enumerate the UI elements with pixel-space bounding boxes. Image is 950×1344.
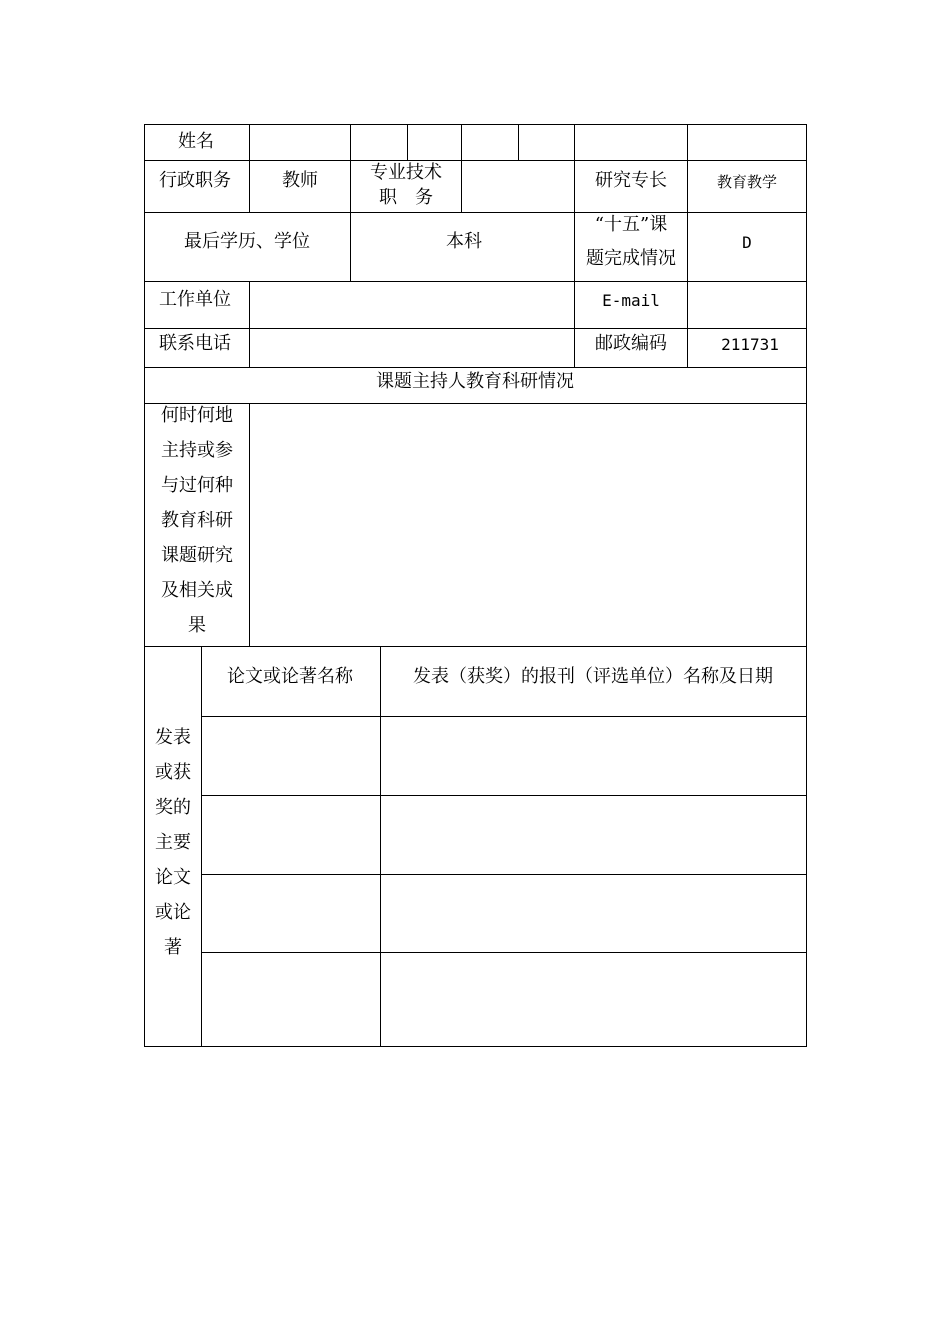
papers-title-header: 论文或论著名称: [227, 666, 353, 687]
papers-label-line: 或论: [155, 902, 191, 923]
work-unit-label: 工作单位: [159, 289, 231, 310]
education-value: 本科: [446, 231, 482, 252]
project-status-label-line2: 题完成情况: [586, 248, 676, 269]
papers-label-line: 发表: [155, 727, 191, 748]
papers-label-line: 主要: [155, 832, 191, 853]
research-history-label: [144, 398, 250, 643]
paper-row-3-publication-cell[interactable]: [380, 874, 807, 953]
research-history-value-cell[interactable]: [249, 403, 807, 647]
research-label-line: 及相关成: [161, 580, 233, 601]
research-label-line: 与过何种: [161, 475, 233, 496]
research-label-line: 主持或参: [161, 440, 233, 461]
paper-row-3-title-cell[interactable]: [201, 874, 381, 953]
research-label-line: 果: [188, 615, 206, 636]
prof-title-label-line2: 职 务: [379, 187, 433, 208]
prof-title-label-line1: 专业技术: [370, 162, 442, 183]
papers-label-line: 或获: [155, 762, 191, 783]
paper-row-2-publication-cell[interactable]: [380, 795, 807, 875]
papers-label-line: 著: [164, 937, 182, 958]
row1-cell-3[interactable]: [350, 124, 408, 161]
research-specialty-value: 教育教学: [716, 173, 778, 191]
paper-row-4-title-cell[interactable]: [201, 952, 381, 1047]
education-label: 最后学历、学位: [184, 231, 310, 252]
phone-label: 联系电话: [159, 333, 231, 354]
paper-row-4-publication-cell[interactable]: [380, 952, 807, 1047]
email-value-cell[interactable]: [687, 281, 807, 329]
work-unit-value-cell[interactable]: [249, 281, 575, 329]
paper-row-1-publication-cell[interactable]: [380, 716, 807, 796]
row1-cell-5[interactable]: [461, 124, 519, 161]
phone-value-cell[interactable]: [249, 328, 575, 368]
name-label: 姓名: [178, 131, 214, 152]
admin-post-label: 行政职务: [159, 170, 231, 191]
papers-label-line: 论文: [155, 867, 191, 888]
postcode-label: 邮政编码: [595, 333, 667, 354]
research-section-title: 课题主持人教育科研情况: [376, 371, 574, 392]
row1-cell-7[interactable]: [574, 124, 688, 161]
email-label: E-mail: [602, 291, 660, 310]
research-specialty-label: 研究专长: [595, 170, 667, 191]
row1-cell-4[interactable]: [407, 124, 462, 161]
project-status-value: D: [742, 233, 752, 252]
papers-label-line: 奖的: [155, 797, 191, 818]
project-status-label-line1: “十五”课: [594, 214, 668, 235]
name-value-cell[interactable]: [249, 124, 351, 161]
research-label-line: 何时何地: [161, 405, 233, 426]
postcode-value: 211731: [721, 335, 779, 354]
row1-cell-6[interactable]: [518, 124, 575, 161]
papers-side-label: [144, 720, 202, 965]
paper-row-1-title-cell[interactable]: [201, 716, 381, 796]
paper-row-2-title-cell[interactable]: [201, 795, 381, 875]
papers-publication-header: 发表（获奖）的报刊（评选单位）名称及日期: [413, 666, 773, 687]
research-label-line: 课题研究: [161, 545, 233, 566]
admin-post-value: 教师: [282, 170, 318, 191]
row1-cell-8[interactable]: [687, 124, 807, 161]
research-label-line: 教育科研: [161, 510, 233, 531]
prof-title-value-cell[interactable]: [461, 160, 575, 213]
